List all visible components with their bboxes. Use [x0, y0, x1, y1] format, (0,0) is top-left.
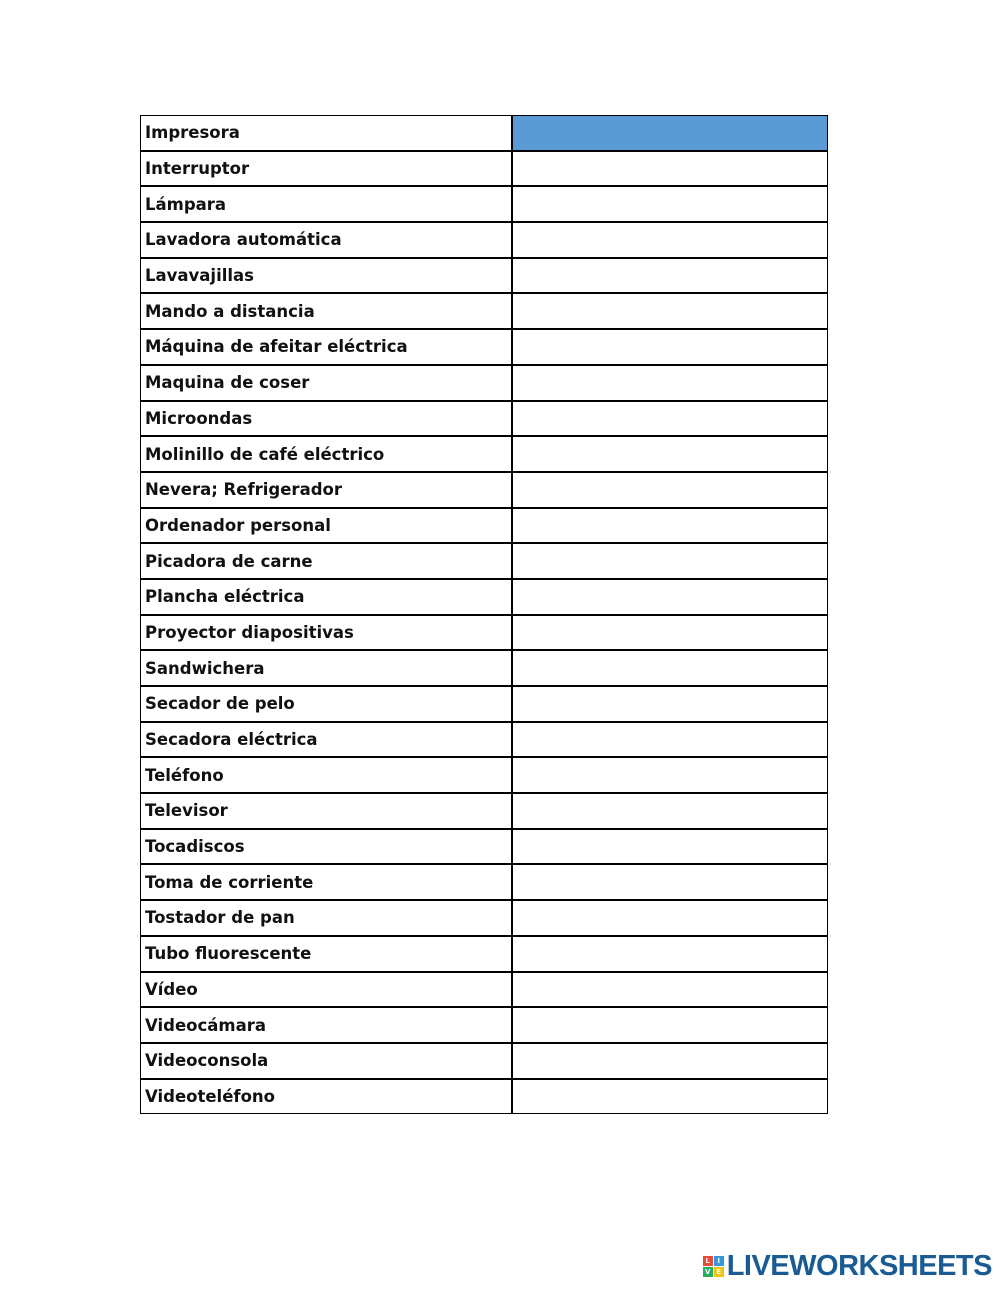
term-cell: Secador de pelo [141, 686, 513, 722]
term-cell: Tocadiscos [141, 829, 513, 865]
liveworksheets-logo [703, 1250, 992, 1283]
answer-input-cell[interactable] [512, 222, 828, 258]
answer-input-cell[interactable] [512, 436, 828, 472]
logo-block: E [714, 1267, 724, 1277]
table-row [141, 222, 828, 258]
term-cell: Máquina de afeitar eléctrica [141, 329, 513, 365]
table-row [141, 293, 828, 329]
table-row [141, 508, 828, 544]
table-row [141, 972, 828, 1008]
answer-input-cell[interactable] [512, 722, 828, 758]
table-row [141, 329, 828, 365]
answer-input-cell[interactable] [512, 1079, 828, 1114]
answer-input-cell[interactable] [512, 900, 828, 936]
answer-input-cell[interactable] [512, 151, 828, 187]
table-row [141, 365, 828, 401]
term-cell: Sandwichera [141, 650, 513, 686]
table-row [141, 1079, 828, 1114]
table-row [141, 401, 828, 437]
table-row [141, 1043, 828, 1079]
term-cell: Teléfono [141, 757, 513, 793]
answer-input-cell[interactable] [512, 579, 828, 615]
answer-input-cell[interactable] [512, 508, 828, 544]
answer-input-cell[interactable] [512, 1007, 828, 1043]
term-cell: Mando a distancia [141, 293, 513, 329]
term-cell: Videoconsola [141, 1043, 513, 1079]
term-cell: Tubo fluorescente [141, 936, 513, 972]
table-row [141, 829, 828, 865]
term-cell: Vídeo [141, 972, 513, 1008]
table-row [141, 543, 828, 579]
answer-input-cell[interactable] [512, 1043, 828, 1079]
table-row [141, 1007, 828, 1043]
table-row [141, 151, 828, 187]
table-row [141, 757, 828, 793]
table-row [141, 615, 828, 651]
answer-input-cell[interactable] [512, 936, 828, 972]
term-cell: Maquina de coser [141, 365, 513, 401]
answer-input-cell[interactable] [512, 686, 828, 722]
term-cell: Nevera; Refrigerador [141, 472, 513, 508]
answer-input-cell[interactable] [512, 829, 828, 865]
table-row [141, 436, 828, 472]
logo-block: L [703, 1256, 713, 1266]
table-row [141, 472, 828, 508]
table-row [141, 650, 828, 686]
table-row [141, 186, 828, 222]
term-cell: Microondas [141, 401, 513, 437]
table-row [141, 116, 828, 151]
table-row [141, 686, 828, 722]
term-cell: Lavavajillas [141, 258, 513, 294]
term-cell: Picadora de carne [141, 543, 513, 579]
answer-input-cell[interactable] [512, 543, 828, 579]
answer-input-cell[interactable] [512, 615, 828, 651]
answer-input-cell[interactable] [512, 258, 828, 294]
term-cell: Toma de corriente [141, 864, 513, 900]
term-cell: Ordenador personal [141, 508, 513, 544]
answer-input-cell[interactable] [512, 650, 828, 686]
answer-input-cell[interactable] [512, 757, 828, 793]
table-row [141, 579, 828, 615]
answer-input-cell[interactable] [512, 972, 828, 1008]
answer-input-cell[interactable] [512, 864, 828, 900]
table-row [141, 722, 828, 758]
term-cell: Plancha eléctrica [141, 579, 513, 615]
table-row [141, 864, 828, 900]
term-cell: Secadora eléctrica [141, 722, 513, 758]
answer-input-cell[interactable] [512, 186, 828, 222]
answer-input-cell[interactable] [512, 793, 828, 829]
term-cell: Televisor [141, 793, 513, 829]
logo-block: I [714, 1256, 724, 1266]
term-cell: Interruptor [141, 151, 513, 187]
answer-input-cell[interactable] [512, 116, 828, 151]
term-cell: Proyector diapositivas [141, 615, 513, 651]
table-row [141, 793, 828, 829]
answer-input-cell[interactable] [512, 293, 828, 329]
logo-block: V [703, 1267, 713, 1277]
term-cell: Lavadora automática [141, 222, 513, 258]
logo-blocks-icon [703, 1256, 724, 1277]
term-cell: Impresora [141, 116, 513, 151]
term-cell: Tostador de pan [141, 900, 513, 936]
answer-input-cell[interactable] [512, 365, 828, 401]
table-row [141, 936, 828, 972]
term-cell: Videoteléfono [141, 1079, 513, 1114]
answer-input-cell[interactable] [512, 329, 828, 365]
term-cell: Videocámara [141, 1007, 513, 1043]
brand-name: LIVEWORKSHEETS [726, 1250, 992, 1282]
term-cell: Molinillo de café eléctrico [141, 436, 513, 472]
table-row [141, 900, 828, 936]
worksheet-table-container [140, 115, 823, 1114]
answer-input-cell[interactable] [512, 401, 828, 437]
vocabulary-table [140, 115, 828, 1114]
term-cell: Lámpara [141, 186, 513, 222]
answer-input-cell[interactable] [512, 472, 828, 508]
table-row [141, 258, 828, 294]
